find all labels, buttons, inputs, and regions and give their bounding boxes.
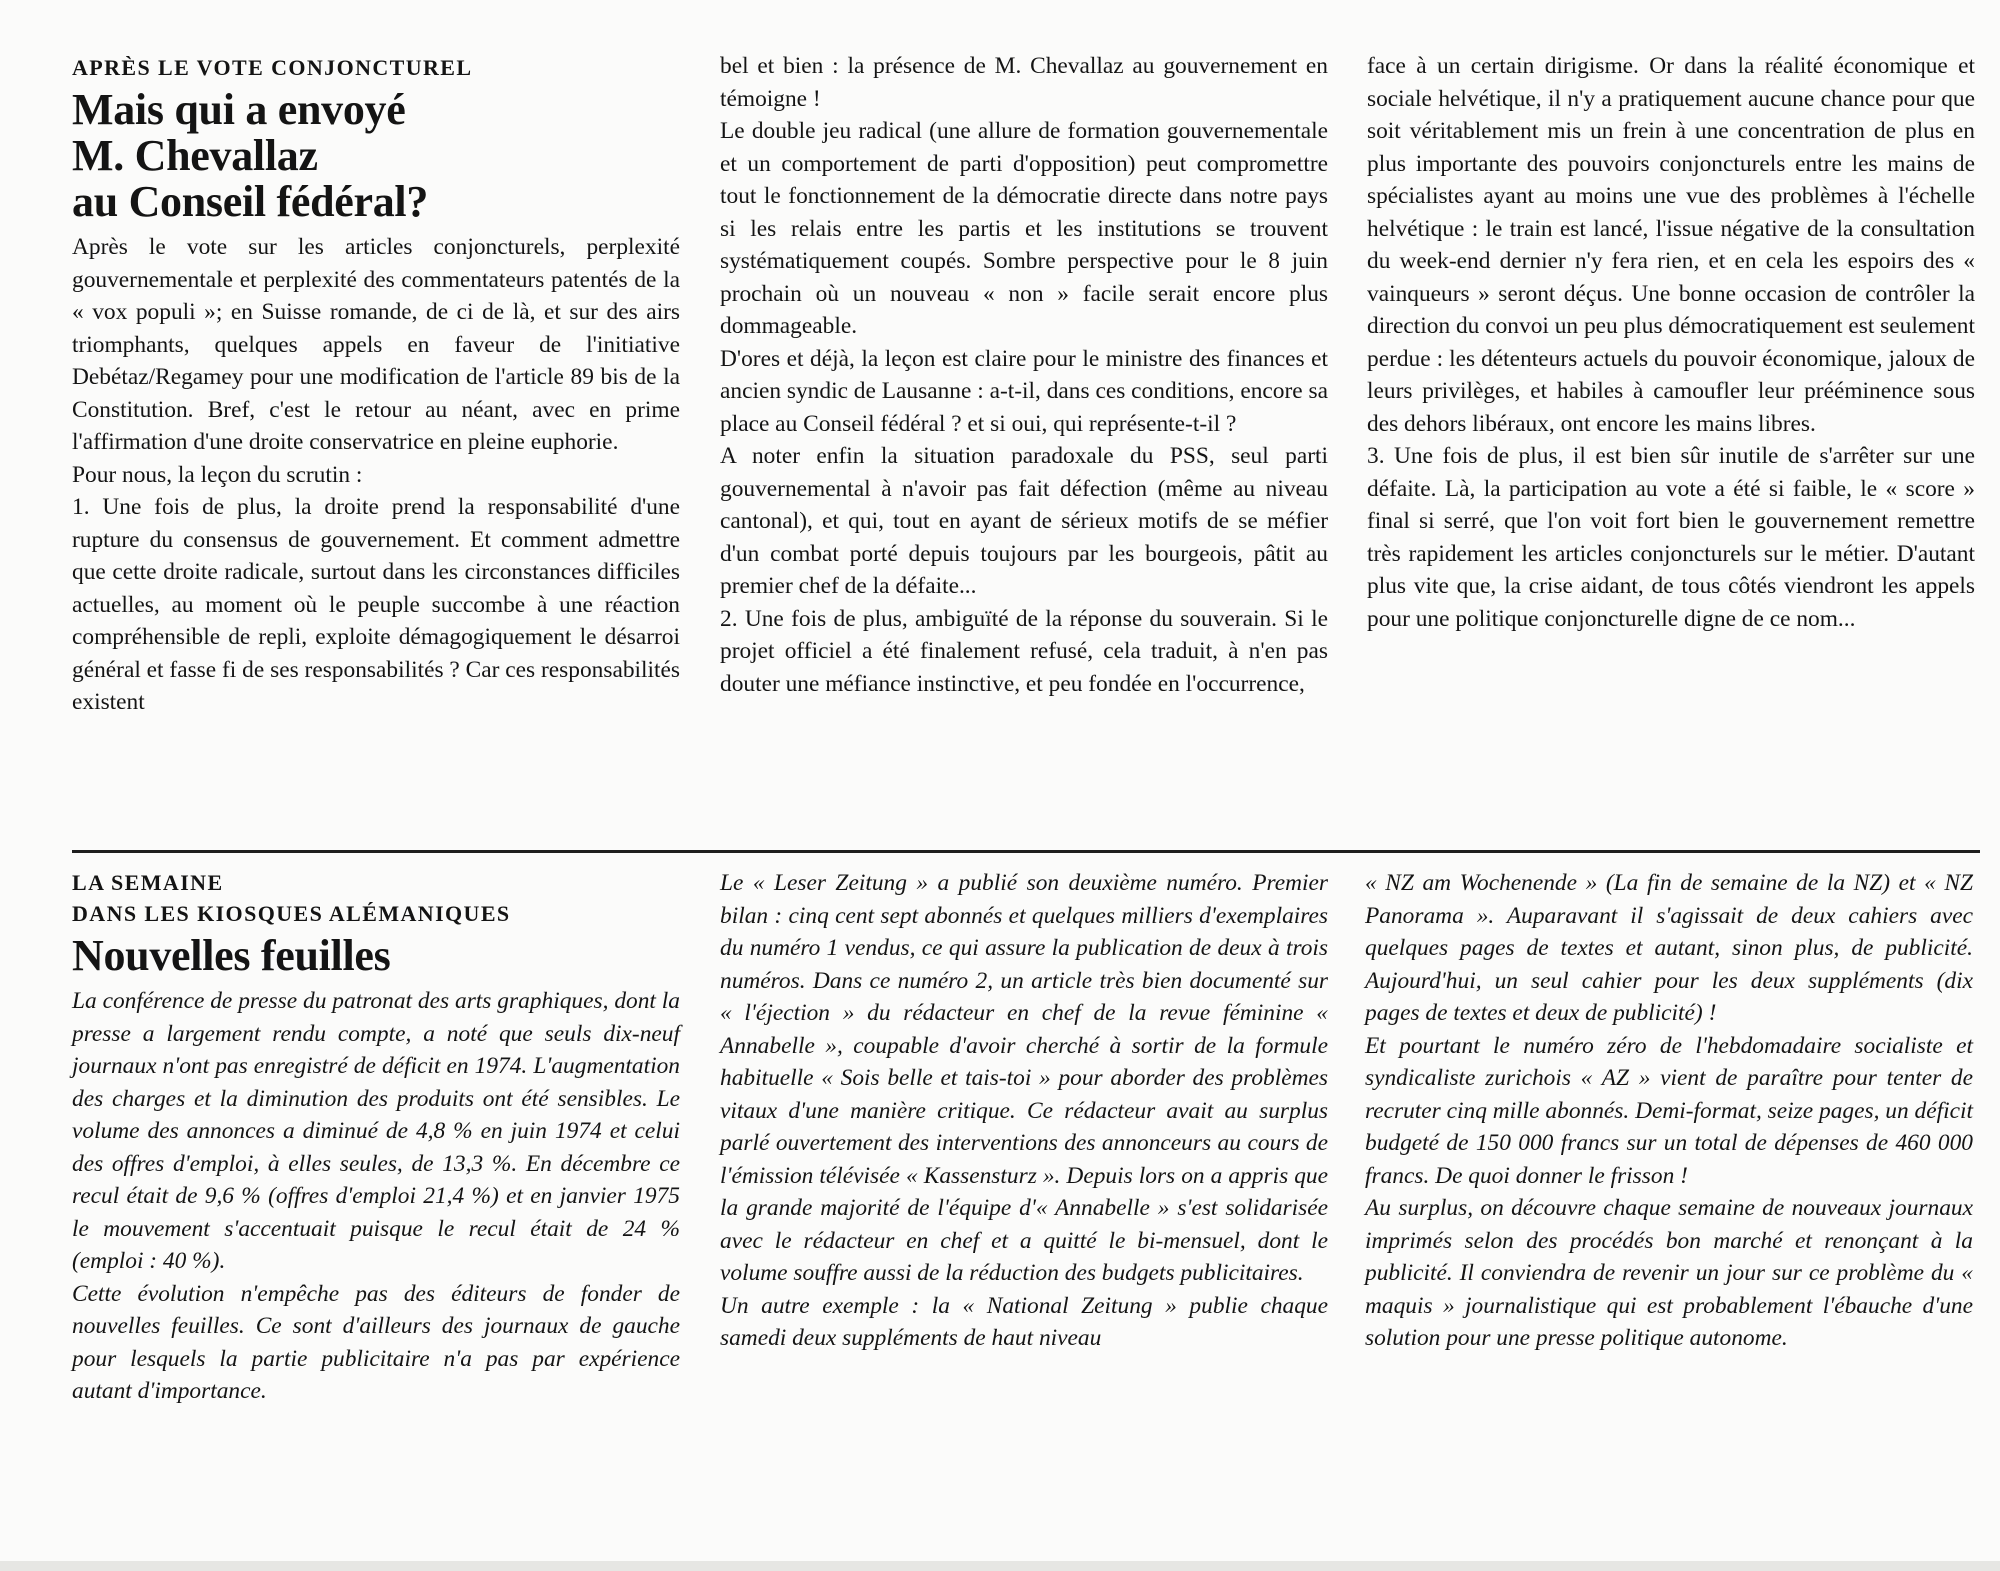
article1-paragraph: Pour nous, la leçon du scrutin : (72, 461, 363, 488)
article2-paragraph: Cette évolution n'empêche pas des éditeurs de fonder de nouvelles feuilles. Ce sont d'ailleurs des journaux de gauche pour lesquels la partie publicitaire n'a pas par expérience autant d'importance. (72, 1280, 680, 1404)
article2-paragraph: Un autre exemple : la « National Zeitung » publie chaque samedi deux suppléments de haut niveau (720, 1292, 1328, 1351)
article1-paragraph: Le double jeu radical (une allure de formation gouvernementale et un comportement de parti d'opposition) peut compromettre tout le fonctionnement de la démocratie directe dans notre pays si les relais entre les partis et les institutions se trouvent systématiquement coupés. Sombre perspective pour le 8 juin prochain où un nouveau « non » facile serait encore plus dommageable. (720, 118, 1328, 339)
article2-kicker (72, 867, 680, 929)
article1-paragraph: 3. Une fois de plus, il est bien sûr inutile de s'arrêter sur une défaite. Là, la participation au vote a été si faible, le « score » final si serré, que l'on voit fort bien le gouvernement remettre très rapidement les articles conjoncturels sur le métier. D'autant plus vite que, la crise aidant, de tous côtés viendront les appels pour une politique conjoncturelle digne de ce nom... (1367, 443, 1975, 632)
article1-paragraph: face à un certain dirigisme. Or dans la réalité économique et sociale helvétique, il n'y a pratiquement aucune chance pour que soit véritablement mis un frein à une concentration de plus en plus importante des pouvoirs conjoncturels entre les mains de spécialistes ayant au moins une vue des problèmes à l'échelle helvétique : le train est lancé, l'issue négative de la consultation du week-end dernier n'y fera rien, et en cela les espoirs des « vainqueurs » seront déçus. Une bonne occasion de contrôler la direction du convoi un peu plus démocratiquement est seulement perdue : les détenteurs actuels du pouvoir économique, jaloux de leurs privilèges, et habiles à camoufler leur prééminence sous des dehors libéraux, ont encore les mains libres. (1367, 53, 1975, 437)
article2-column-1 (72, 867, 680, 1408)
article2-kicker-line: DANS LES KIOSQUES ALÉMANIQUES (72, 901, 511, 926)
article1-kicker: APRÈS LE VOTE CONJONCTUREL (72, 55, 473, 80)
article1-paragraph: Après le vote sur les articles conjoncturels, perplexité gouvernementale et perplexité des commentateurs patentés de la « vox populi »; en Suisse romande, de ci de là, et sur des airs triomphants, quelques appels en faveur de l'initiative Debétaz/Regamey pour une modification de l'article 89 bis de la Constitution. Bref, c'est le retour au néant, avec en prime l'affirmation d'une droite conservatrice en pleine euphorie. (72, 234, 680, 455)
article1-column-2 (720, 50, 1328, 700)
article2-column-3 (1365, 867, 1973, 1355)
page-edge (0, 1561, 2000, 1571)
article2-paragraph: La conférence de presse du patronat des arts graphiques, dont la presse a largement rendu compte, a noté que seuls dix-neuf journaux n'ont pas enregistré de déficit en 1974. L'augmentation des charges et la diminution des produits ont été sensibles. Le volume des annonces a diminué de 4,8 % en juin 1974 et celui des offres d'emploi, à elles seules, de 13,3 %. En décembre ce recul était de 9,6 % (offres d'emploi 21,4 %) et en janvier 1975 le mouvement s'accentuait puisque le recul était de 24 % (emploi : 40 %). (72, 988, 680, 1274)
article1-headline-line: au Conseil fédéral? (72, 177, 429, 226)
article1-paragraph: 1. Une fois de plus, la droite prend la responsabilité d'une rupture du consensus de gouvernement. Et comment admettre que cette droite radicale, surtout dans les circonstances difficiles actuelles, au moment où le peuple succombe à une réaction compréhensible de repli, exploite démagogiquement le désarroi général et fasse fi de ses responsabilités ? Car ces responsabilités existent (72, 494, 680, 715)
article1-headline-line: M. Chevallaz (72, 131, 318, 180)
section-divider-rule (72, 850, 1980, 853)
article2-column-2 (720, 867, 1328, 1355)
article2-paragraph: Au surplus, on découvre chaque semaine de nouveaux journaux imprimés selon des procédés bon marché et renonçant à la publicité. Il conviendra de revenir un jour sur ce problème du « maquis » journalistique qui est probablement l'ébauche d'une solution pour une presse politique autonome. (1365, 1195, 1973, 1351)
article2-kicker-line: LA SEMAINE (72, 870, 224, 895)
article1-column-1 (72, 52, 680, 719)
article2-paragraph: Et pourtant le numéro zéro de l'hebdomadaire socialiste et syndicaliste zurichois « AZ » vient de paraître pour tenter de recruter cinq mille abonnés. Demi-format, seize pages, un déficit budgeté de 150 000 francs sur un total de dépenses de 460 000 francs. De quoi donner le frisson ! (1365, 1032, 1973, 1189)
article2-headline: Nouvelles feuilles (72, 931, 391, 980)
article1-paragraph: D'ores et déjà, la leçon est claire pour le ministre des finances et ancien syndic de Lausanne : a-t-il, dans ces conditions, encore sa place au Conseil fédéral ? et si oui, qui représente-t-il ? (720, 345, 1328, 437)
article1-headline-line: Mais qui a envoyé (72, 85, 406, 134)
article1-column-3 (1367, 50, 1975, 635)
article1-paragraph: 2. Une fois de plus, ambiguïté de la réponse du souverain. Si le projet officiel a été finalement refusé, cela traduit, à n'en pas douter une méfiance instinctive, et peu fondée en l'occurrence, (720, 605, 1328, 697)
article1-paragraph: A noter enfin la situation paradoxale du PSS, seul parti gouvernemental à n'avoir pas fait défection (même au niveau cantonal), et qui, tout en ayant de sérieux motifs de se méfier d'un combat porté depuis toujours par les bourgeois, pâtit au premier chef de la défaite... (720, 443, 1328, 599)
article2-paragraph: « NZ am Wochenende » (La fin de semaine de la NZ) et « NZ Panorama ». Auparavant il s'agissait de deux cahiers avec quelques pages de textes et autant, sinon plus, de publicité. Aujourd'hui, un seul cahier pour les deux suppléments (dix pages de textes et deux de publicité) ! (1365, 870, 1973, 1026)
article2-paragraph: Le « Leser Zeitung » a publié son deuxième numéro. Premier bilan : cinq cent sept abonnés et quelques milliers d'exemplaires du numéro 1 vendus, ce qui assure la publication de deux à trois numéros. Dans ce numéro 2, un article très bien documenté sur « l'éjection » du rédacteur en chef de la revue féminine « Annabelle », coupable d'avoir cherché à sortir de la formule habituelle « Sois belle et tais-toi » pour aborder des problèmes vitaux d'une manière critique. Ce rédacteur avait au surplus parlé ouvertement des interventions des annonceurs au cours de l'émission télévisée « Kassensturz ». Depuis lors on a appris que la grande majorité de l'équipe d'« Annabelle » s'est solidarisée avec le rédacteur en chef et a quitté le bi-mensuel, dont le volume souffre aussi de la réduction des budgets publicitaires. (720, 870, 1328, 1286)
article1-headline (72, 87, 680, 225)
article1-paragraph: bel et bien : la présence de M. Chevallaz au gouvernement en témoigne ! (720, 53, 1328, 112)
